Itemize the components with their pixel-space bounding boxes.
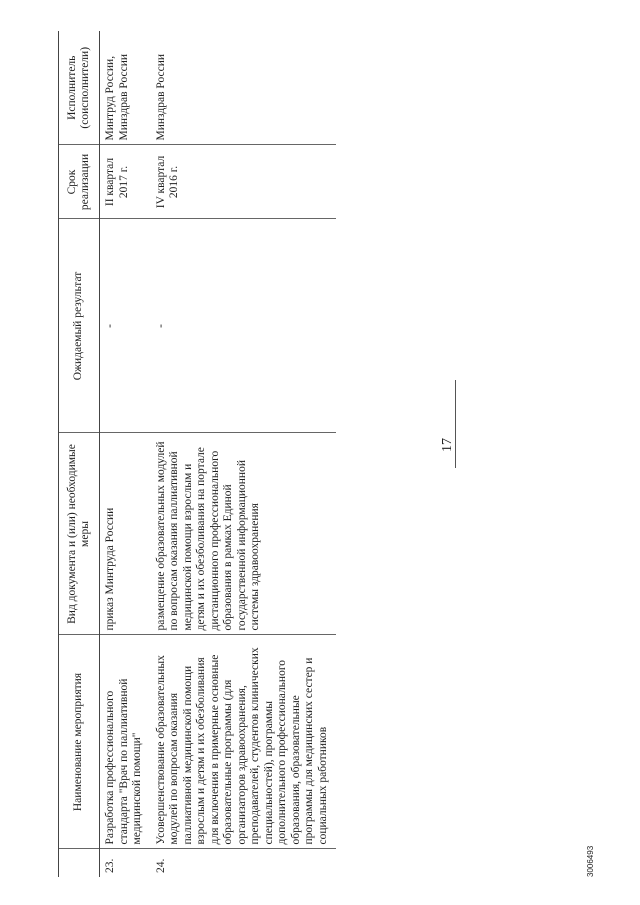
header-number bbox=[59, 849, 100, 877]
header-executor: Исполнитель (соисполнители) bbox=[59, 31, 100, 145]
row-number: 23. bbox=[104, 858, 116, 873]
header-name: Наименование мероприятия bbox=[59, 635, 100, 849]
row-result: - bbox=[151, 219, 337, 433]
header-result: Ожидаемый результат bbox=[59, 219, 100, 433]
closing-line bbox=[455, 380, 456, 468]
row-executor: Минтруд России, Минздрав России bbox=[100, 31, 151, 145]
row-document: размещение образовательных модулей по вопросам оказания паллиативной медицинской помощи взрослым и детям и их обезболивания на портале дистанционного профессионального образования в рамках Единой государственной информационной системы здравоохранения bbox=[151, 433, 337, 635]
row-number: 24. bbox=[154, 858, 167, 873]
table-header-row bbox=[59, 31, 100, 877]
action-plan-table bbox=[58, 31, 336, 877]
header-document: Вид документа и (или) необходимые меры bbox=[59, 433, 100, 635]
row-executor: Минздрав России bbox=[151, 31, 337, 145]
row-name: Разработка профессионального стандарта "Врач по паллиативной медицинской помощи" bbox=[100, 635, 151, 849]
table-row bbox=[151, 31, 337, 877]
table-row bbox=[100, 31, 151, 877]
row-document: приказ Минтруда России bbox=[100, 433, 151, 635]
header-term: Срок реализации bbox=[59, 145, 100, 219]
row-result: - bbox=[100, 219, 151, 433]
row-term: IV квартал 2016 г. bbox=[151, 145, 337, 219]
row-name: Усовершенствование образовательных модулей по вопросам оказания паллиативной медицинской помощи взрослым и детям и их обезболивания для включения в примерные основные образовательные программы (для организаторов здравоохранения, преподавателей, студентов клинических специальностей), программы дополнительного профессионального образования, образовательные программы для медицинских сестер и социальных работников bbox=[151, 635, 337, 849]
document-code: 3006493 bbox=[586, 845, 595, 877]
page-number: 17 bbox=[440, 438, 455, 452]
row-term: II квартал 2017 г. bbox=[100, 145, 151, 219]
